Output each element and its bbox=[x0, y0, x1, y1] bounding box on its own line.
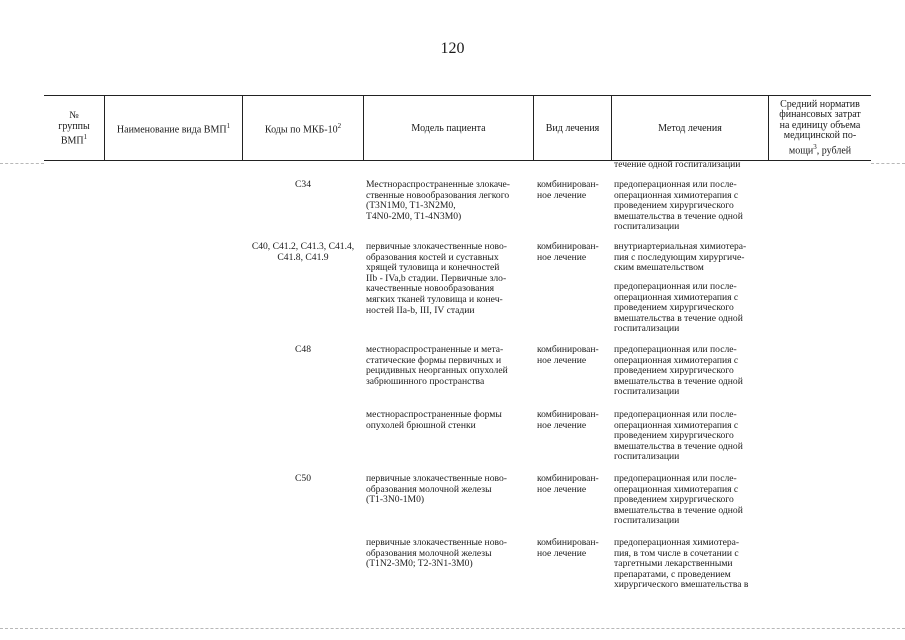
header-col-type: Вид лечения bbox=[545, 122, 600, 134]
header-col-name bbox=[105, 96, 242, 160]
code-cell: C40, C41.2, C41.3, C41.4, C41.8, C41.9 bbox=[251, 241, 355, 263]
method-cell: предоперационная или после- операционная химиотерапия с проведением хирургического вмешательства в течение одной госпитализации bbox=[614, 281, 743, 335]
model-cell: первичные злокачественные ново- образования молочной железы (T1-3N0-1M0) bbox=[366, 473, 507, 506]
model-cell: первичные злокачественные ново- образования молочной железы (T1N2-3M0; T2-3N1-3M0) bbox=[366, 537, 507, 570]
header-col-model: Модель пациента bbox=[411, 122, 486, 134]
header-col-group bbox=[44, 96, 104, 160]
header-col-cost-text: Средний норматив финансовых затрат на единицу объема медицинской по- мощи$^3$, рублей bbox=[779, 98, 861, 156]
method-cell: предоперационная или после- операционная химиотерапия с проведением хирургического вмешательства в течение одной госпитализации bbox=[614, 473, 743, 527]
type-cell: комбинирован- ное лечение bbox=[537, 537, 599, 559]
type-cell: комбинирован- ное лечение bbox=[537, 344, 599, 366]
scan-artifact-line bbox=[0, 628, 905, 629]
header-col-cost bbox=[769, 96, 871, 160]
header-col-codes bbox=[243, 96, 363, 160]
type-cell: комбинирован- ное лечение bbox=[537, 473, 599, 495]
method-cell: предоперационная или после- операционная химиотерапия с проведением хирургического вмешательства в течение одной госпитализации bbox=[614, 344, 743, 398]
page-number: 120 bbox=[440, 40, 465, 57]
method-cell: предоперационная химиотера- пия, в том числе в сочетании с таргетными лекарственными препаратами, с проведением хирургического вмешательства в bbox=[614, 537, 749, 591]
header-col-codes-text: Коды по МКБ-$10^2$ bbox=[264, 121, 342, 136]
code-cell: C50 bbox=[295, 473, 311, 484]
type-cell: комбинирован- ное лечение bbox=[537, 241, 599, 263]
model-cell: местнораспространенные и мета- статические формы первичных и рецидивных неорганных опухолей забрюшинного пространства bbox=[366, 344, 508, 387]
scan-artifact-line bbox=[871, 163, 905, 164]
scan-artifact-line bbox=[0, 163, 44, 164]
header-col-group-text: № группы ВМП$^1$ bbox=[58, 109, 90, 147]
method-cell: предоперационная или после- операционная химиотерапия с проведением хирургического вмешательства в течение одной госпитализации bbox=[614, 179, 743, 233]
model-cell: местнораспространенные формы опухолей брюшной стенки bbox=[366, 409, 502, 431]
model-cell: Местнораспространенные злокаче- ственные новообразования легкого (T3N1M0, T1-3N2M0, T4N0-2M0, T1-4N3M0) bbox=[366, 179, 510, 222]
method-cell: внутриартериальная химиотера- пия с последующим хирургиче- ским вмешательством bbox=[614, 241, 747, 274]
type-cell: комбинирован- ное лечение bbox=[537, 409, 599, 431]
header-col-method: Метод лечения bbox=[658, 122, 722, 134]
header-col-name-text: Наименование вида ВМП$^1$ bbox=[116, 121, 231, 136]
model-cell: первичные злокачественные ново- образования костей и суставных хрящей туловища и конечностей IIb - IVa,b стадии. Первичные зло- качественные новообразования мягких тканей туловища и конеч- ностей IIa-b, III, IV стадии bbox=[366, 241, 507, 316]
method-cell: предоперационная или после- операционная химиотерапия с проведением хирургического вмешательства в течение одной госпитализации bbox=[614, 409, 743, 463]
method-cell: течение одной госпитализации bbox=[614, 159, 741, 170]
type-cell: комбинирован- ное лечение bbox=[537, 179, 599, 201]
code-cell: C34 bbox=[295, 179, 311, 190]
code-cell: C48 bbox=[295, 344, 311, 355]
